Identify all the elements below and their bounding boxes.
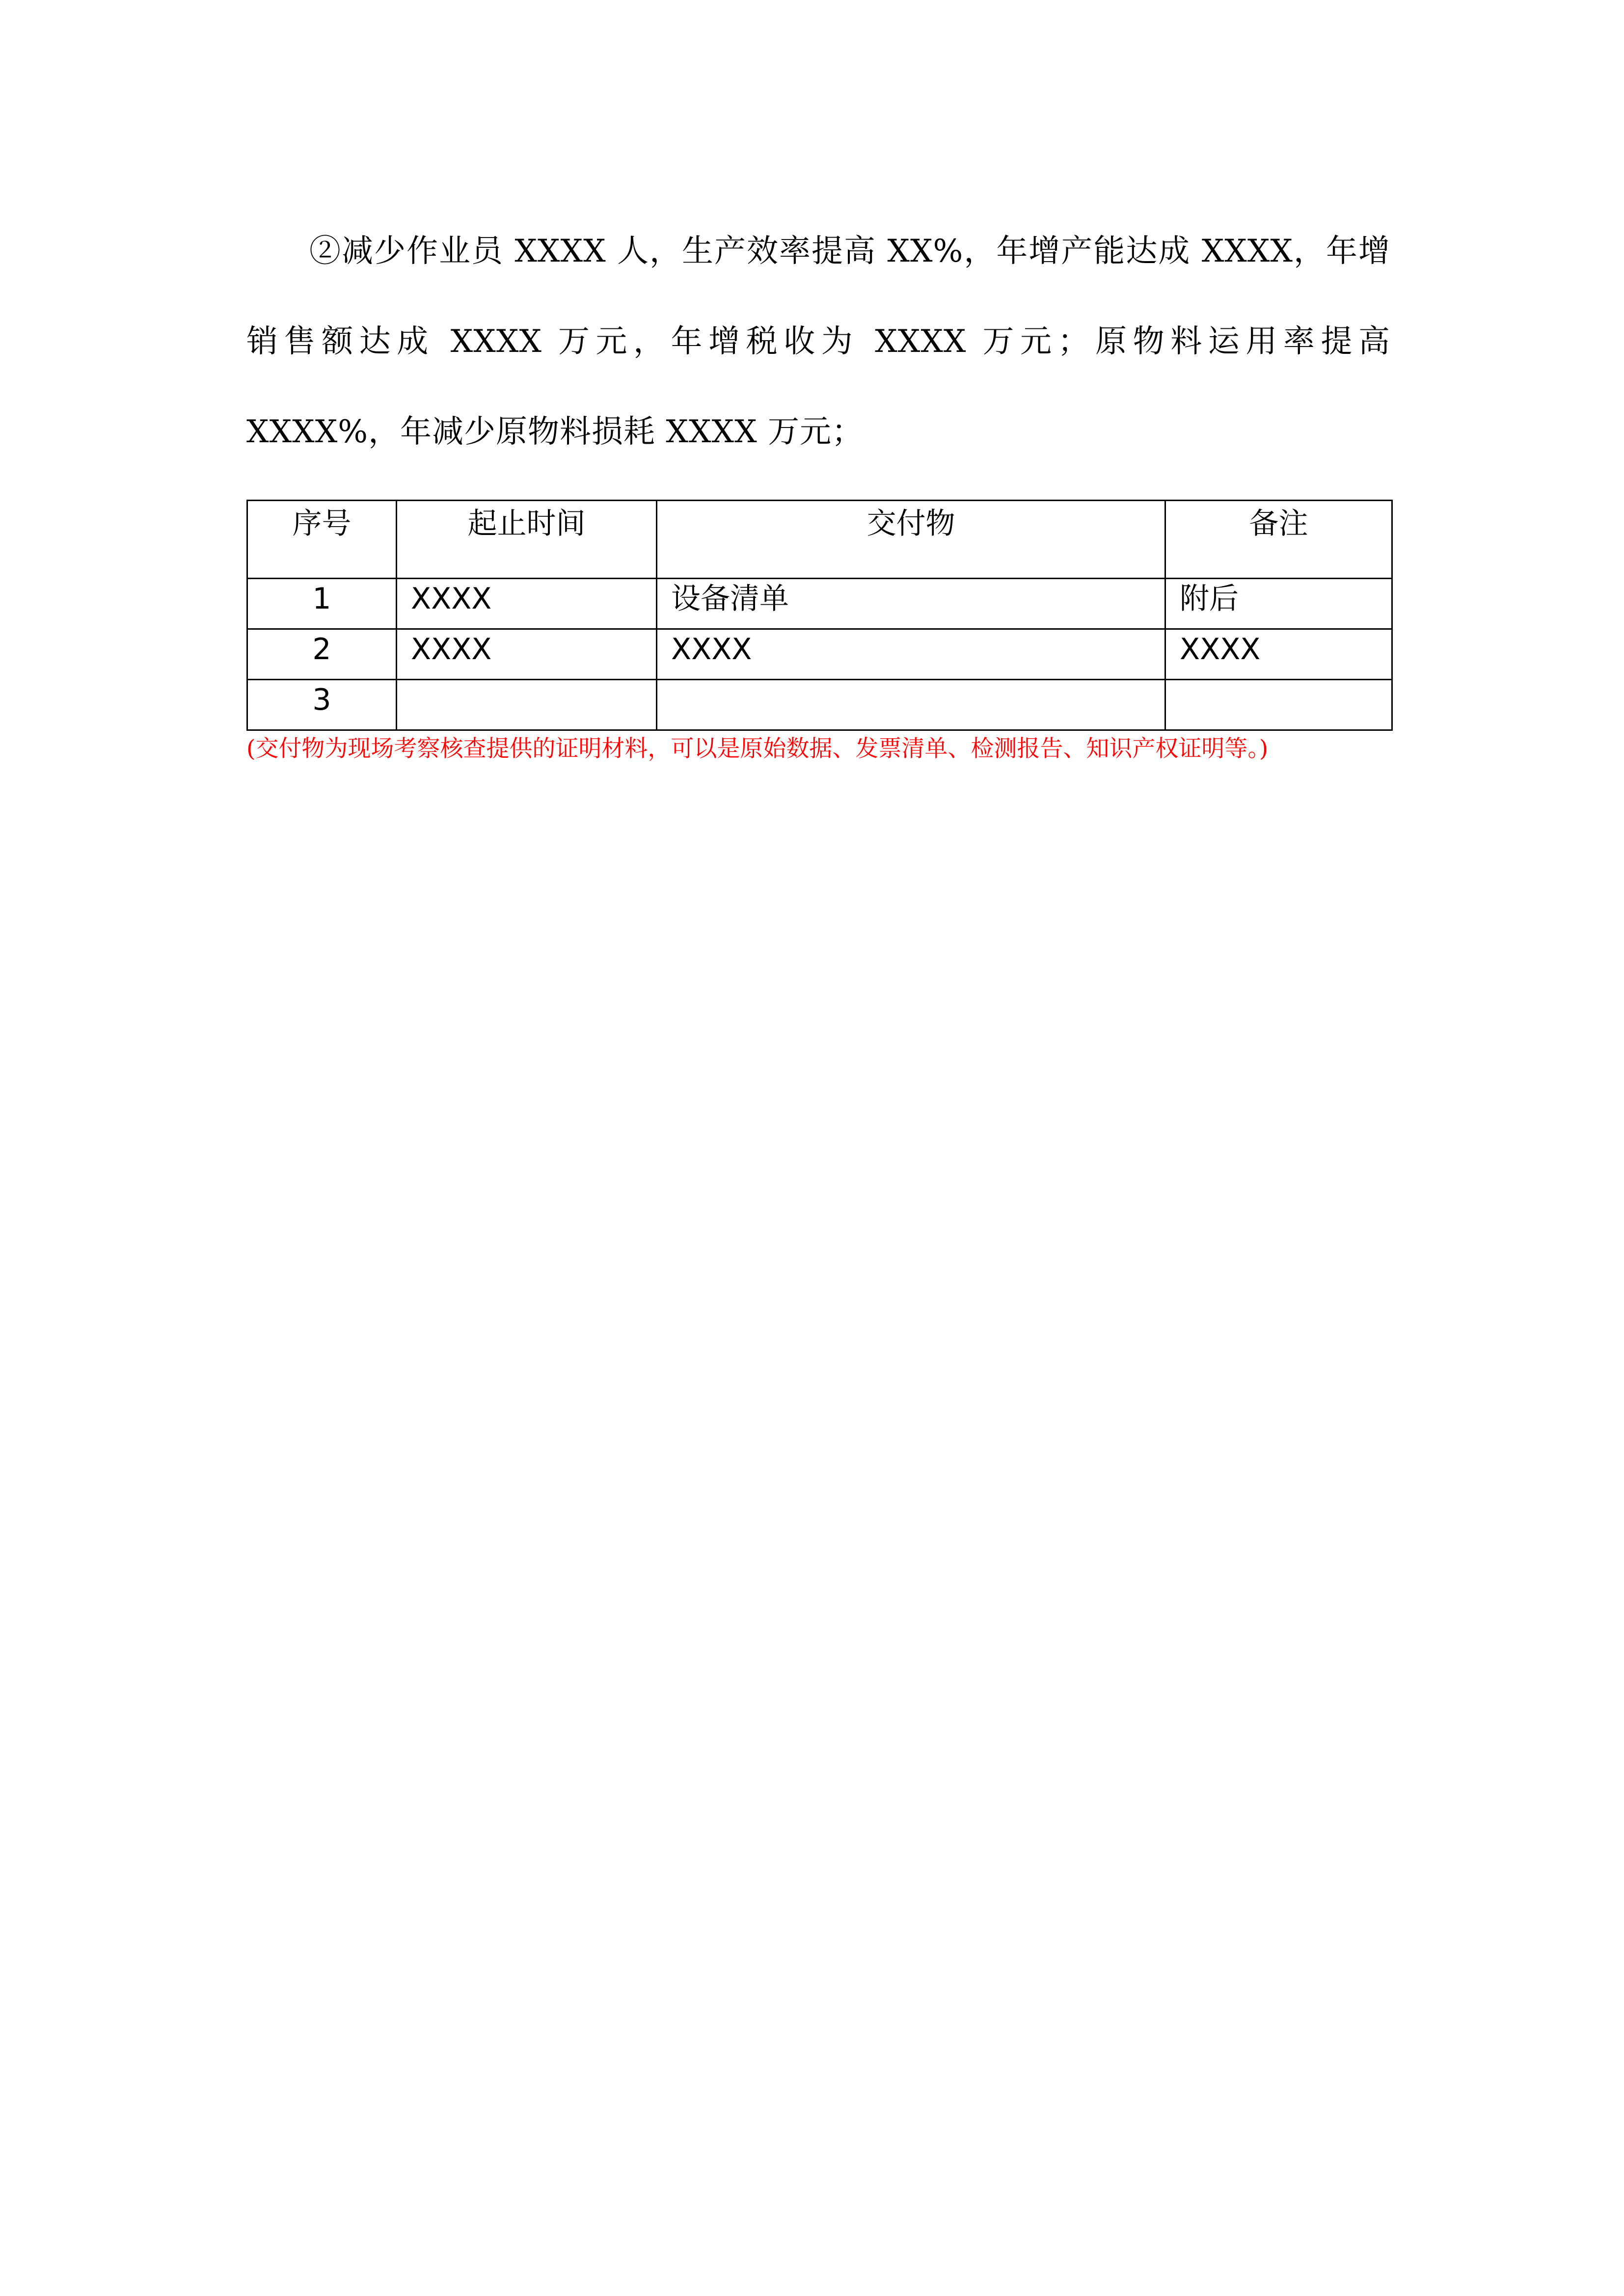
cell-index: 3 — [247, 680, 397, 730]
cell-period: XXXX — [397, 579, 657, 629]
body-paragraph: ②减少作业员 XXXX 人，生产效率提高 XX%，年增产能达成 XXXX，年增销售额达成 XXXX 万元，年增税收为 XXXX 万元；原物料运用率提高 XXXX%，年减少原物料损耗 XXXX 万元； — [246, 233, 1390, 450]
table-row — [247, 680, 1392, 730]
cell-deliverable: 设备清单 — [657, 579, 1165, 629]
cell-deliverable — [657, 680, 1165, 730]
cell-remark: 附后 — [1165, 579, 1392, 629]
table-header-row — [247, 501, 1392, 579]
deliverable-note: (交付物为现场考察核查提供的证明材料，可以是原始数据、发票清单、检测报告、知识产权证明等。) — [246, 735, 1269, 762]
cell-period — [397, 680, 657, 730]
cell-remark: XXXX — [1165, 629, 1392, 680]
cell-deliverable: XXXX — [657, 629, 1165, 680]
header-cell-period: 起止时间 — [397, 501, 657, 579]
header-cell-index: 序号 — [247, 501, 397, 579]
header-cell-remark: 备注 — [1165, 501, 1392, 579]
cell-remark — [1165, 680, 1392, 730]
deliverables-table — [246, 500, 1393, 731]
table-row — [247, 629, 1392, 680]
cell-period: XXXX — [397, 629, 657, 680]
table-row — [247, 579, 1392, 629]
header-cell-deliverable: 交付物 — [657, 501, 1165, 579]
cell-index: 1 — [247, 579, 397, 629]
cell-index: 2 — [247, 629, 397, 680]
